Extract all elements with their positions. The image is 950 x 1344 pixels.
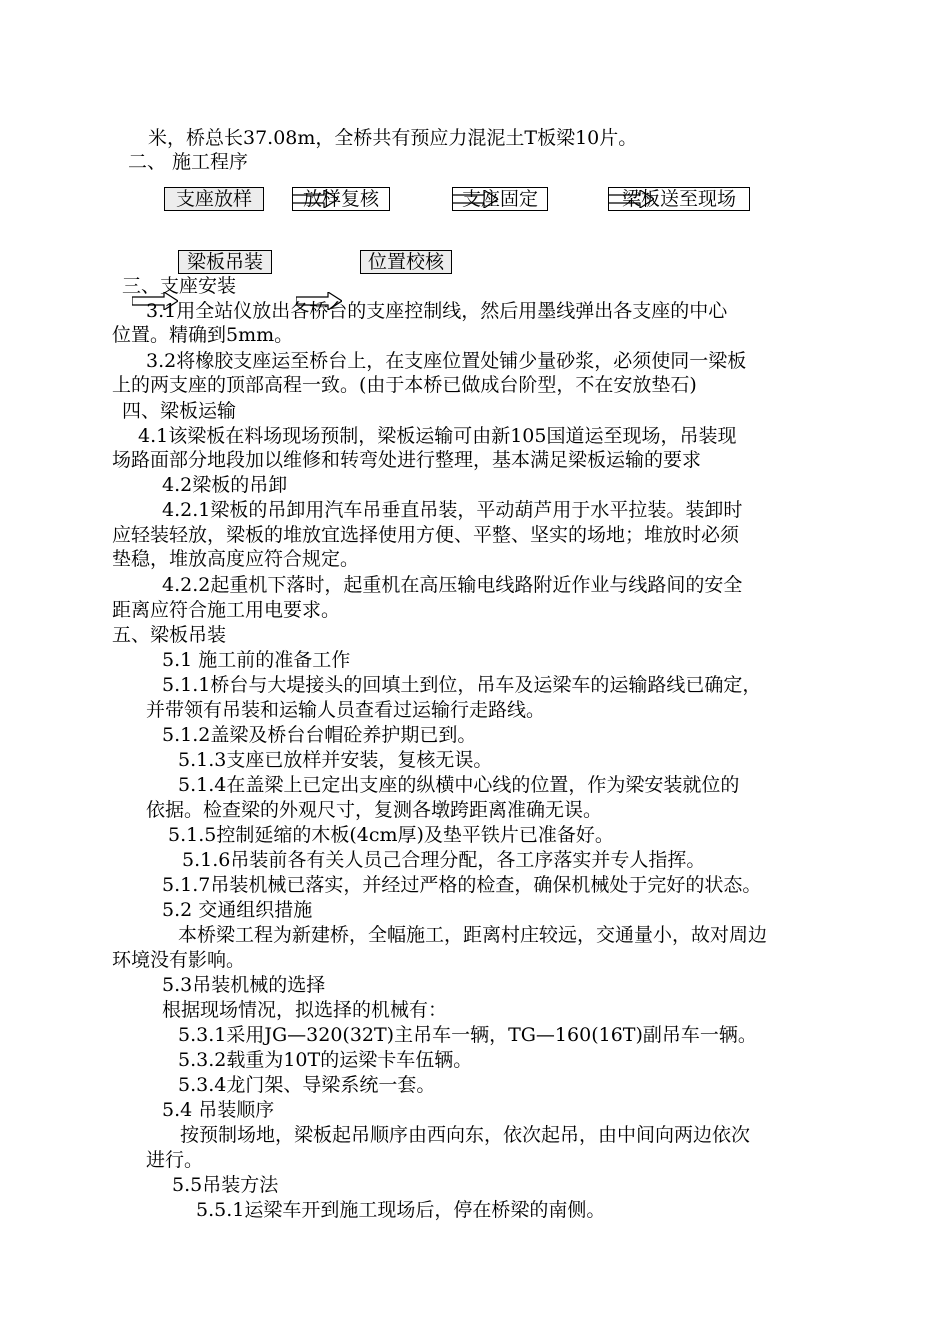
flow-step-position-check: 位置校核 — [360, 250, 452, 274]
text-line: 5.1.3支座已放样并安装，复核无误。 — [178, 749, 493, 771]
text-line: 应轻装轻放，梁板的堆放宜选择使用方便、平整、坚实的场地；堆放时必须 — [112, 524, 740, 546]
text-line: 5.1.1桥台与大堤接头的回填土到位，吊车及运梁车的运输路线已确定， — [162, 674, 762, 696]
text-line: 5.3.4龙门架、导梁系统一套。 — [178, 1074, 436, 1096]
flow-step-layout-recheck: 放样复核 — [292, 187, 390, 211]
section-heading: 五、梁板吊装 — [112, 624, 227, 646]
text-line: 根据现场情况，拟选择的机械有： — [162, 999, 448, 1021]
text-line: 5.1.5控制延缩的木板(4cm厚)及垫平铁片已准备好。 — [168, 824, 614, 846]
flow-step-bearing-layout: 支座放样 — [164, 187, 264, 211]
text-line: 本桥梁工程为新建桥，全幅施工，距离村庄较远，交通量小，故对周边 — [178, 924, 768, 946]
flow-step-beam-hoisting: 梁板吊装 — [178, 250, 272, 274]
section-heading: 三、支座安装 — [122, 275, 237, 297]
text-line: 位置。精确到5mm。 — [112, 324, 294, 346]
text-line: 5.1.2盖梁及桥台台帽砼养护期已到。 — [162, 724, 477, 746]
text-line: 上的两支座的顶部高程一致。(由于本桥已做成台阶型，不在安放垫石) — [112, 374, 697, 396]
text-line: 进行。 — [146, 1149, 204, 1171]
text-line: 按预制场地，梁板起吊顺序由西向东，依次起吊，由中间向两边依次 — [180, 1124, 751, 1146]
text-line: 并带领有吊装和运输人员查看过运输行走路线。 — [146, 699, 546, 721]
text-line: 垫稳，堆放高度应符合规定。 — [112, 548, 360, 570]
text-line: 5.1.4在盖梁上已定出支座的纵横中心线的位置，作为梁安装就位的 — [178, 774, 740, 796]
flow-step-bearing-fixing: 支座固定 — [452, 187, 548, 211]
text-line: 5.5.1运梁车开到施工现场后，停在桥梁的南侧。 — [196, 1199, 606, 1221]
text-line: 环境没有影响。 — [112, 949, 246, 971]
text-line: 5.3.2载重为10T的运梁卡车伍辆。 — [178, 1049, 473, 1071]
text-line: 距离应符合施工用电要求。 — [112, 599, 341, 621]
subsection-heading: 5.1 施工前的准备工作 — [162, 649, 351, 671]
text-line: 3.2将橡胶支座运至桥台上，在支座位置处铺少量砂浆，必须使同一梁板 — [146, 350, 747, 372]
subsection-heading: 5.5吊装方法 — [172, 1174, 279, 1196]
text-line: 依据。检查梁的外观尺寸，复测各墩跨距离准确无误。 — [146, 799, 603, 821]
subsection-heading: 5.3吊装机械的选择 — [162, 974, 326, 996]
text-line: 3.1用全站仪放出各桥台的支座控制线，然后用墨线弹出各支座的中心 — [146, 300, 728, 322]
text-line: 场路面部分地段加以维修和转弯处进行整理，基本满足梁板运输的要求 — [112, 449, 702, 471]
subsection-heading: 4.2梁板的吊卸 — [162, 474, 288, 496]
text-line: 米，桥总长37.08m，全桥共有预应力混泥土T板梁10片。 — [148, 127, 638, 149]
subsection-heading: 5.2 交通组织措施 — [162, 899, 313, 921]
text-line: 5.3.1采用JG—320(32T)主吊车一辆，TG—160(16T)副吊车一辆。 — [178, 1024, 757, 1046]
text-line: 4.1该梁板在料场现场预制，梁板运输可由新105国道运至现场，吊装现 — [138, 425, 737, 447]
flow-step-beam-delivery: 梁板送至现场 — [608, 187, 750, 211]
section-heading: 四、梁板运输 — [122, 400, 237, 422]
subsection-heading: 5.4 吊装顺序 — [162, 1099, 275, 1121]
text-line: 5.1.6吊装前各有关人员己合理分配，各工序落实并专人指挥。 — [182, 849, 706, 871]
text-line: 5.1.7吊装机械已落实，并经过严格的检查，确保机械处于完好的状态。 — [162, 874, 762, 896]
text-line: 4.2.1梁板的吊卸用汽车吊垂直吊装，平动葫芦用于水平拉装。装卸时 — [162, 499, 743, 521]
section-heading: 二、 施工程序 — [128, 151, 249, 173]
text-line: 4.2.2起重机下落时，起重机在高压输电线路附近作业与线路间的安全 — [162, 574, 743, 596]
